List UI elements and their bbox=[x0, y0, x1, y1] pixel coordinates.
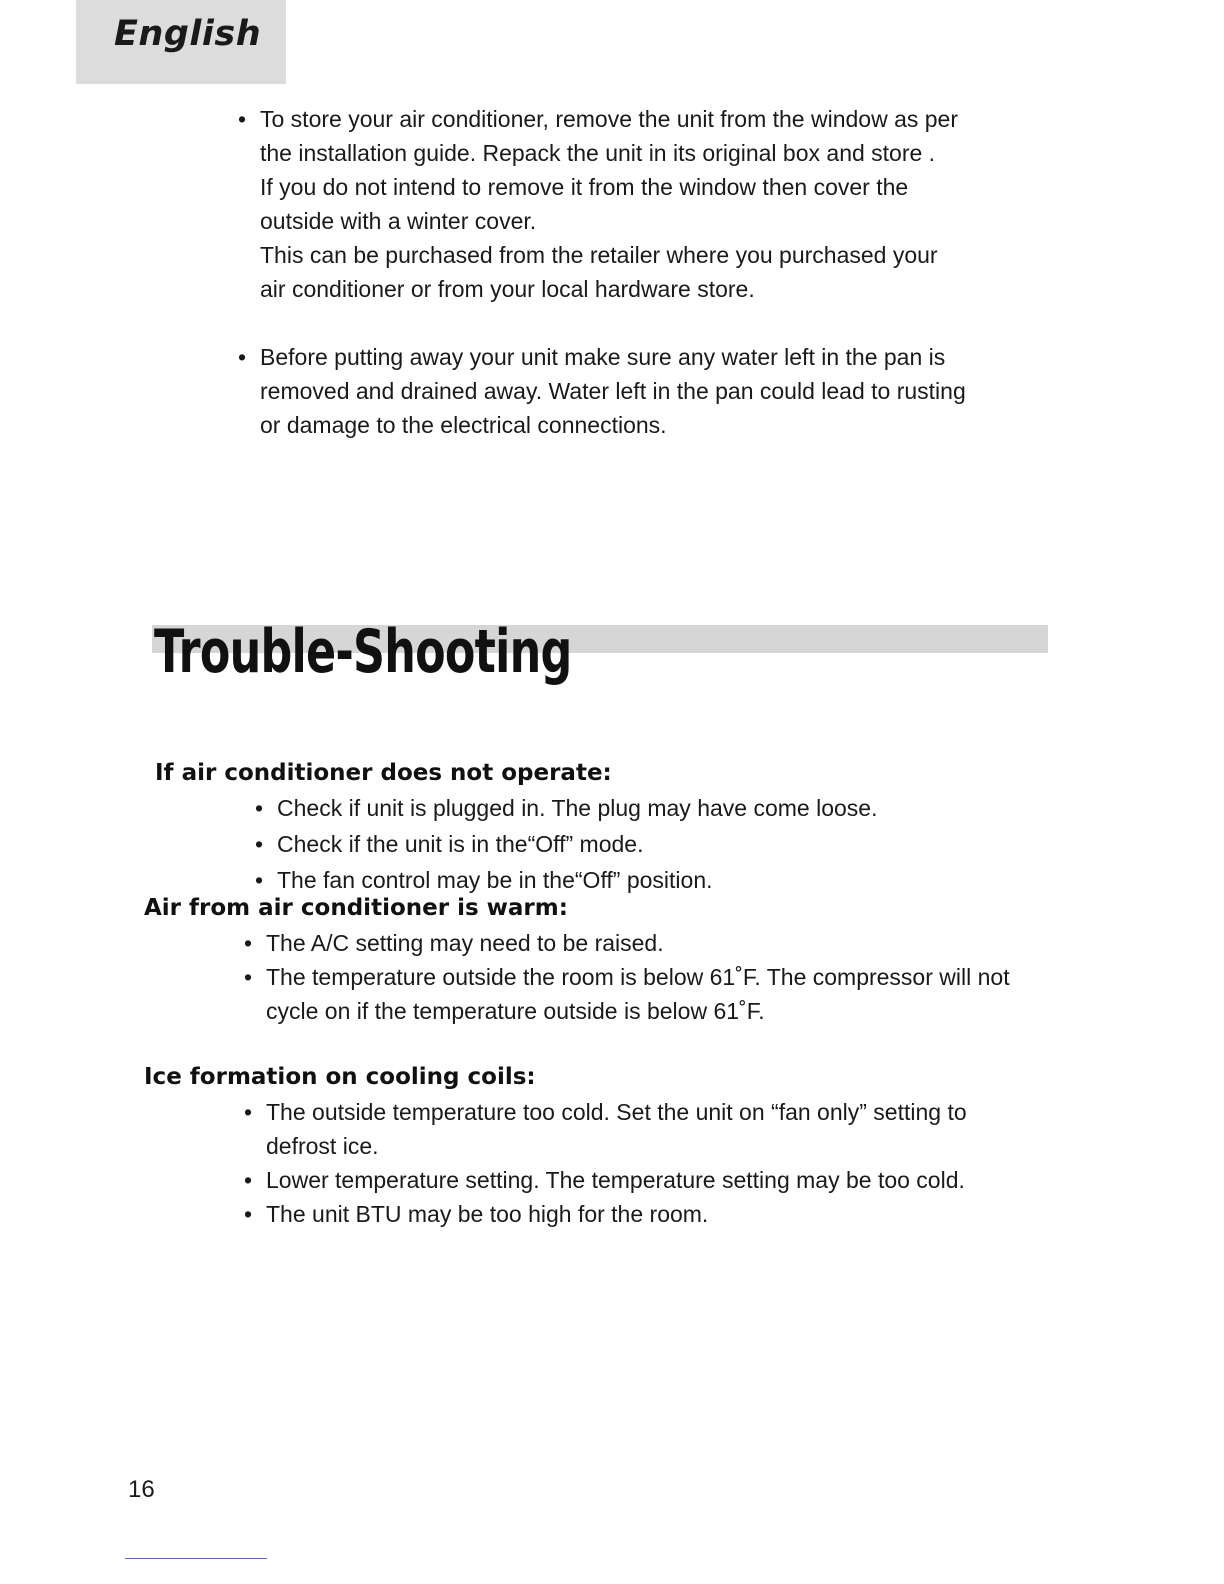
storage-paragraph-text bbox=[238, 102, 1038, 306]
bullet-icon: • bbox=[244, 1099, 253, 1125]
problem-heading-not-operate: If air conditioner does not operate: bbox=[155, 760, 612, 786]
list-item-text: Check if unit is plugged in. The plug may have come loose. bbox=[277, 795, 878, 821]
storage-line: removed and drained away. Water left in the pan could lead to rusting bbox=[260, 378, 966, 404]
solution-list-not-operate bbox=[255, 791, 1035, 899]
problem-heading-ice-formation: Ice formation on cooling coils: bbox=[144, 1064, 536, 1090]
storage-line: If you do not intend to remove it from the window then cover the bbox=[260, 174, 909, 200]
bullet-icon: • bbox=[255, 795, 264, 821]
language-tab-label: English bbox=[114, 14, 262, 54]
footer-rule bbox=[125, 1558, 267, 1559]
list-item bbox=[255, 827, 1035, 861]
solution-list-ice-formation bbox=[244, 1095, 1024, 1231]
list-item bbox=[255, 791, 1035, 825]
storage-line: air conditioner or from your local hardware store. bbox=[260, 276, 755, 302]
bullet-icon: • bbox=[244, 930, 253, 956]
list-item bbox=[244, 1163, 1024, 1197]
storage-line: This can be purchased from the retailer where you purchased your bbox=[260, 242, 938, 268]
list-item bbox=[255, 863, 1035, 897]
section-title: Trouble-Shooting bbox=[154, 617, 572, 687]
list-item bbox=[244, 1197, 1024, 1231]
language-tab bbox=[76, 0, 286, 84]
storage-line: outside with a winter cover. bbox=[260, 208, 537, 234]
list-item-text: The A/C setting may need to be raised. bbox=[266, 930, 664, 956]
list-item bbox=[244, 1095, 1024, 1163]
storage-line: Before putting away your unit make sure any water left in the pan is bbox=[260, 344, 946, 370]
bullet-icon: • bbox=[244, 1201, 253, 1227]
storage-paragraph-text bbox=[238, 340, 1038, 442]
bullet-icon: • bbox=[238, 344, 247, 370]
list-item-text: The fan control may be in the“Off” position. bbox=[277, 867, 713, 893]
page-number: 16 bbox=[128, 1476, 155, 1503]
storage-line: the installation guide. Repack the unit in its original box and store . bbox=[260, 140, 936, 166]
storage-paragraph-2 bbox=[238, 340, 1038, 442]
list-item-text: The outside temperature too cold. Set the unit on “fan only” setting to defrost ice. bbox=[266, 1099, 967, 1159]
bullet-icon: • bbox=[255, 867, 264, 893]
bullet-icon: • bbox=[244, 1167, 253, 1193]
list-item-text: Check if the unit is in the“Off” mode. bbox=[277, 831, 644, 857]
storage-line: To store your air conditioner, remove the unit from the window as per bbox=[260, 106, 959, 132]
bullet-icon: • bbox=[244, 964, 253, 990]
bullet-icon: • bbox=[238, 106, 247, 132]
solution-list-warm-air bbox=[244, 926, 1024, 1028]
problem-heading-warm-air: Air from air conditioner is warm: bbox=[144, 895, 568, 921]
list-item-text: The unit BTU may be too high for the room. bbox=[266, 1201, 709, 1227]
storage-line: or damage to the electrical connections. bbox=[260, 412, 667, 438]
list-item bbox=[244, 926, 1024, 960]
storage-paragraph-1 bbox=[238, 102, 1038, 306]
bullet-icon: • bbox=[255, 831, 264, 857]
list-item-text: Lower temperature setting. The temperature setting may be too cold. bbox=[266, 1167, 965, 1193]
list-item-text: The temperature outside the room is below 61˚F. The compressor will not cycle on if the temperature outside is below 61˚F. bbox=[266, 964, 1010, 1024]
list-item bbox=[244, 960, 1024, 1028]
